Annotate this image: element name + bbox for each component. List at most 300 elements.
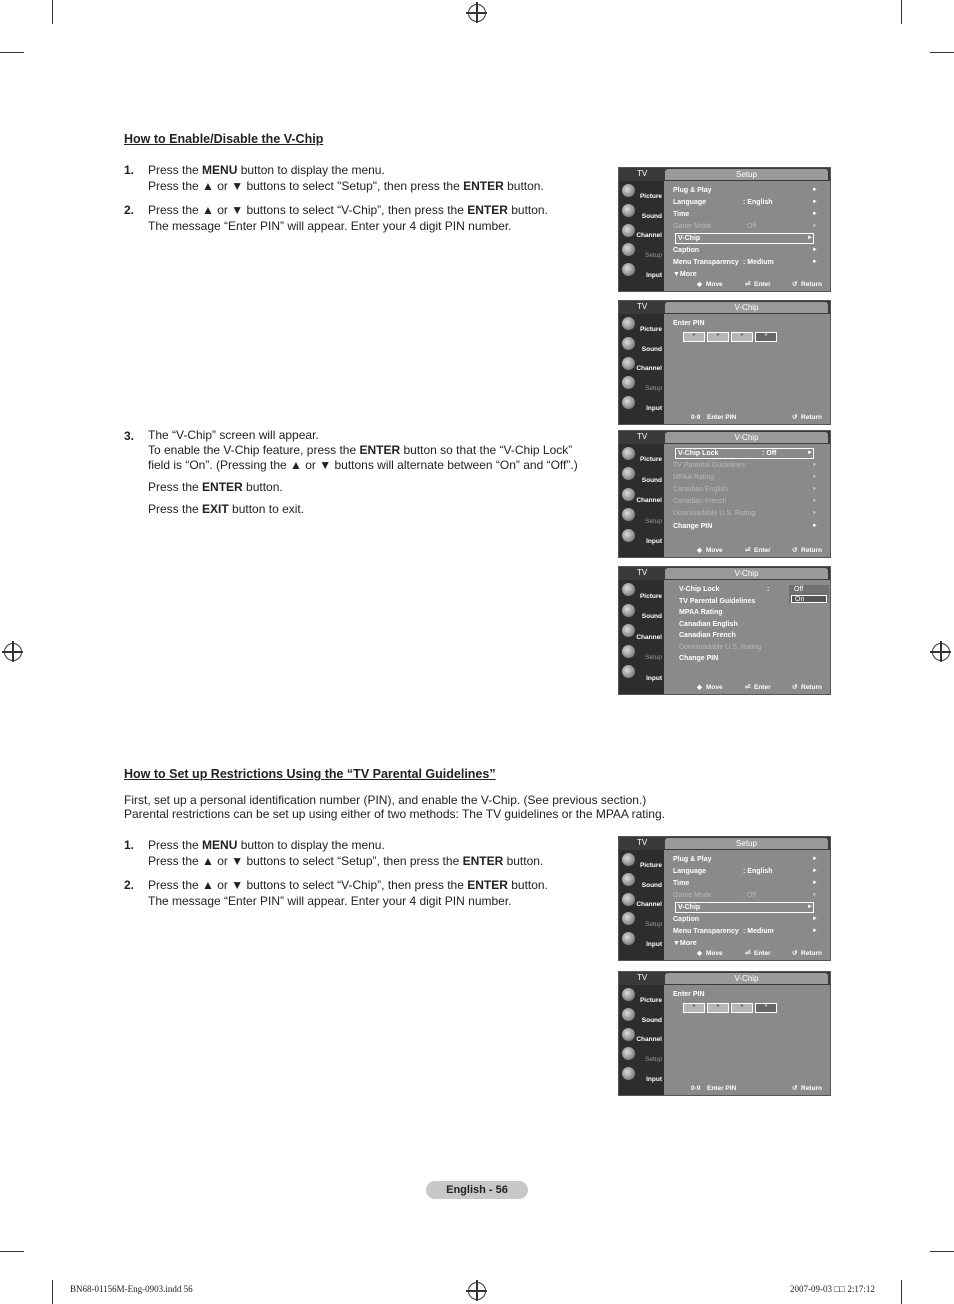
footer-enter-pin: Enter PIN (707, 414, 737, 421)
osd-item-label: Menu Transparency (673, 259, 739, 266)
osd-menu-item[interactable] (673, 185, 818, 196)
osd-title-bar (619, 567, 830, 580)
picture-icon (622, 988, 635, 1001)
sound-icon (622, 467, 635, 480)
osd-tv-label: TV (637, 568, 648, 577)
osd-menu-item[interactable] (673, 496, 818, 507)
osd-sidebar-item[interactable] (619, 891, 664, 911)
enter-icon: ⏎ (745, 281, 751, 288)
arrow-right-icon: ► (812, 892, 818, 898)
step-text: Press the ▲ or ▼ buttons to select “Setup”, then press the ENTER button. (148, 854, 544, 868)
crop-mark (52, 0, 53, 24)
osd-menu-title: Setup (665, 169, 828, 180)
osd-content (665, 182, 828, 279)
input-icon (622, 529, 635, 542)
osd-sidebar-label: Sound (641, 476, 662, 484)
osd-footer (665, 948, 828, 960)
osd-footer (665, 682, 828, 694)
osd-tv-label: TV (637, 432, 648, 441)
osd-sidebar-item[interactable] (619, 335, 664, 355)
osd-dropdown-popup[interactable] (789, 585, 829, 603)
osd-sidebar-item[interactable] (619, 986, 664, 1006)
osd-menu-item[interactable] (679, 607, 818, 618)
arrow-right-icon: ► (812, 462, 818, 468)
osd-sidebar-label: Picture (639, 325, 662, 333)
osd-content (665, 986, 828, 1083)
osd-menu-item[interactable] (673, 508, 818, 519)
input-icon (622, 932, 635, 945)
osd-sidebar-item[interactable] (619, 445, 664, 465)
picture-icon (622, 317, 635, 330)
osd-sidebar (619, 580, 664, 694)
osd-sidebar-label: Sound (641, 1016, 662, 1024)
osd-footer (665, 545, 828, 557)
osd-setup-menu (618, 836, 831, 961)
osd-sidebar-item[interactable] (619, 581, 664, 602)
osd-footer (665, 1083, 828, 1095)
osd-title-bar (619, 431, 830, 444)
crop-mark (930, 52, 954, 53)
osd-menu-item[interactable] (673, 484, 818, 495)
pin-digit-box[interactable]: * (755, 332, 777, 342)
step-text: Press the EXIT button to exit. (148, 502, 305, 516)
return-icon: ↺ (792, 684, 798, 691)
osd-sidebar-label: Input (646, 404, 662, 412)
footer-return[interactable]: Return (801, 547, 822, 554)
osd-sidebar (619, 181, 664, 291)
arrow-right-icon: ► (807, 235, 813, 241)
osd-item-label: Canadian French (679, 632, 736, 639)
osd-item-label: Language (673, 199, 707, 206)
picture-icon (622, 447, 635, 460)
osd-menu-item[interactable] (673, 914, 818, 925)
footer-file-info: BN68-01156M-Eng-0903.indd 56 (70, 1284, 193, 1294)
footer-move[interactable]: Move (706, 950, 723, 957)
footer-move[interactable]: Move (706, 684, 723, 691)
osd-sidebar-label: Picture (639, 861, 662, 869)
enter-icon: ⏎ (745, 547, 751, 554)
osd-item-label: Canadian English (679, 620, 738, 628)
arrow-right-icon: ► (812, 880, 818, 886)
arrow-right-icon: ► (812, 523, 818, 529)
osd-sidebar (619, 314, 664, 424)
arrow-right-icon: ► (812, 498, 818, 504)
osd-sidebar-item[interactable] (619, 486, 664, 506)
osd-menu-item[interactable] (673, 221, 818, 232)
arrow-right-icon: ► (807, 450, 813, 456)
osd-sidebar (619, 850, 664, 960)
osd-sidebar-label: Sound (641, 345, 662, 353)
enter-icon: ⏎ (745, 684, 751, 691)
osd-sidebar-item[interactable] (619, 374, 664, 394)
arrow-right-icon: ► (812, 474, 818, 480)
step-text: field is “On”. (Pressing the ▲ or ▼ buttons will alternate between “On” and “Off”.) (148, 458, 578, 472)
intro-paragraph (124, 793, 684, 821)
osd-sidebar-label: Channel (636, 1036, 662, 1044)
osd-sidebar-item[interactable] (619, 622, 664, 643)
osd-item-label: Canadian French (673, 498, 727, 505)
osd-menu-item[interactable] (673, 878, 818, 889)
osd-menu-title: V-Chip (665, 432, 828, 443)
footer-enter[interactable]: Enter (754, 547, 771, 554)
osd-sidebar-label: Picture (639, 592, 662, 600)
osd-sidebar-item[interactable] (619, 1026, 664, 1046)
sound-icon (622, 1008, 635, 1021)
osd-sidebar-item[interactable] (619, 261, 664, 281)
osd-item-label: Canadian English (673, 486, 728, 493)
osd-item-label: Time (673, 211, 690, 218)
osd-sidebar-item[interactable] (619, 643, 664, 664)
osd-item-value: : Off (762, 450, 777, 457)
osd-menu-item[interactable] (673, 257, 818, 268)
osd-item-value: : English (743, 868, 773, 875)
input-icon (622, 665, 635, 678)
osd-sidebar-label: Sound (641, 613, 662, 621)
osd-tv-label: TV (637, 302, 648, 311)
arrow-right-icon: ► (812, 223, 818, 229)
osd-enter-pin (618, 971, 831, 1096)
osd-item-label: Language (673, 868, 707, 875)
osd-item-value: : Medium (743, 259, 774, 266)
osd-title-bar (619, 168, 830, 181)
osd-sidebar-label: Setup (645, 921, 662, 929)
osd-sidebar-item[interactable] (619, 602, 664, 623)
osd-sidebar-item[interactable] (619, 851, 664, 871)
osd-sidebar-item[interactable] (619, 241, 664, 261)
footer-enter-pin: Enter PIN (707, 1085, 737, 1092)
osd-menu-item[interactable] (673, 926, 818, 937)
osd-menu-item[interactable] (675, 902, 814, 913)
osd-title-bar (619, 837, 830, 850)
osd-menu-item[interactable] (673, 245, 818, 256)
osd-vchip-lock-popup (618, 566, 831, 695)
osd-item-label: Game Mode (673, 223, 712, 230)
osd-item-label: Downloadable U.S. Rating (679, 643, 762, 651)
osd-menu-item[interactable] (679, 653, 818, 664)
crop-mark (0, 52, 24, 53)
step-text: Press the MENU button to display the menu. (148, 163, 385, 177)
osd-sidebar-item[interactable] (619, 930, 664, 950)
setup-gear-icon (622, 508, 635, 521)
section-title-enable-vchip: How to Enable/Disable the V-Chip (124, 132, 324, 146)
arrow-right-icon: ► (812, 199, 818, 205)
osd-item-label: TV Parental Guidelines (673, 462, 745, 469)
step-number: 2. (124, 878, 135, 892)
footer-enter[interactable]: Enter (754, 950, 771, 957)
step-text: Press the MENU button to display the menu. (148, 838, 385, 852)
osd-sidebar-label: Channel (636, 232, 662, 240)
setup-gear-icon (622, 376, 635, 389)
osd-sidebar-label: Sound (641, 881, 662, 889)
footer-return[interactable]: Return (801, 414, 822, 421)
osd-sidebar-label: Picture (639, 456, 662, 464)
step-number: 1. (124, 163, 135, 177)
arrow-right-icon: ► (807, 904, 813, 910)
sound-icon (622, 604, 635, 617)
osd-sidebar-label: Setup (645, 385, 662, 393)
osd-menu-item[interactable] (673, 197, 818, 208)
osd-sidebar-label: Setup (645, 517, 662, 525)
pin-digit-box[interactable]: * (731, 1003, 753, 1013)
arrow-right-icon: ► (812, 486, 818, 492)
osd-menu-item[interactable] (673, 866, 818, 877)
osd-item-label: ▼More (673, 271, 697, 278)
arrow-right-icon: ► (812, 247, 818, 253)
osd-content (665, 581, 828, 682)
osd-sidebar-label: Input (646, 674, 662, 682)
step-text: The “V-Chip” screen will appear. (148, 428, 319, 442)
osd-menu-item[interactable] (679, 630, 818, 641)
osd-sidebar-item[interactable] (619, 315, 664, 335)
option-off[interactable]: Off (794, 586, 804, 593)
return-icon: ↺ (792, 950, 798, 957)
registration-mark-icon (932, 643, 950, 661)
move-arrows-icon: ◆ (697, 950, 702, 957)
arrow-right-icon: ► (812, 928, 818, 934)
osd-item-label: Change PIN (673, 523, 713, 530)
osd-item-label: V-Chip Lock (678, 450, 719, 457)
osd-item-label: Caption (673, 916, 700, 923)
channel-icon (622, 488, 635, 501)
osd-sidebar-item[interactable] (619, 527, 664, 547)
move-arrows-icon: ◆ (697, 547, 702, 554)
enter-pin-label: Enter PIN (673, 991, 705, 998)
registration-mark-icon (4, 643, 22, 661)
osd-menu-item[interactable] (673, 209, 818, 220)
footer-return[interactable]: Return (801, 281, 822, 288)
osd-item-label: Time (673, 880, 690, 887)
osd-menu-item[interactable] (673, 854, 818, 865)
osd-sidebar-label: Channel (636, 497, 662, 505)
move-arrows-icon: ◆ (697, 281, 702, 288)
intro-line: First, set up a personal identification number (PIN), and enable the V-Chip. (See previous section.) (124, 793, 647, 807)
osd-sidebar-label: Channel (636, 633, 662, 641)
picture-icon (622, 583, 635, 596)
enter-pin-label: Enter PIN (673, 320, 705, 327)
footer-return[interactable]: Return (801, 1085, 822, 1092)
osd-item-label: TV Parental Guidelines (679, 597, 756, 605)
osd-menu-item[interactable] (675, 448, 814, 459)
step-number: 3. (124, 429, 135, 443)
pin-digit-box[interactable]: * (707, 332, 729, 342)
return-icon: ↺ (792, 414, 798, 421)
osd-item-label: V-Chip Lock (679, 586, 720, 593)
input-icon (622, 1067, 635, 1080)
sound-icon (622, 204, 635, 217)
channel-icon (622, 893, 635, 906)
arrow-right-icon: ► (812, 510, 818, 516)
osd-sidebar-item[interactable] (619, 506, 664, 526)
osd-sidebar-label: Setup (645, 654, 662, 662)
number-keys-icon: 0-9 (691, 1085, 701, 1092)
osd-item-colon: : (767, 586, 770, 593)
osd-sidebar-item[interactable] (619, 910, 664, 930)
osd-sidebar-item[interactable] (619, 355, 664, 375)
osd-item-label: MPAA Rating (673, 474, 715, 481)
crop-mark (930, 1251, 954, 1252)
channel-icon (622, 357, 635, 370)
osd-sidebar-label: Setup (645, 1056, 662, 1064)
step-text: Press the ENTER button. (148, 480, 283, 494)
osd-sidebar-label: Setup (645, 252, 662, 260)
osd-item-label: Plug & Play (673, 187, 712, 194)
step-text: The message “Enter PIN” will appear. Enter your 4 digit PIN number. (148, 219, 512, 233)
osd-menu-title: V-Chip (665, 568, 828, 579)
osd-sidebar-label: Picture (639, 192, 662, 200)
step-text: The message “Enter PIN” will appear. Enter your 4 digit PIN number. (148, 894, 512, 908)
osd-item-label: ▼More (673, 940, 697, 947)
arrow-right-icon: ► (812, 916, 818, 922)
pin-digit-box[interactable]: * (731, 332, 753, 342)
osd-item-value: : English (743, 199, 773, 206)
footer-enter[interactable]: Enter (754, 281, 771, 288)
osd-menu-item[interactable] (679, 642, 818, 653)
footer-return[interactable]: Return (801, 684, 822, 691)
pin-digit-box[interactable]: * (683, 1003, 705, 1013)
osd-menu-title: Setup (665, 838, 828, 849)
osd-item-label: Caption (673, 247, 700, 254)
number-keys-icon: 0-9 (691, 414, 701, 421)
osd-sidebar-label: Channel (636, 365, 662, 373)
step-number: 2. (124, 203, 135, 217)
osd-sidebar-label: Channel (636, 901, 662, 909)
osd-sidebar-label: Sound (641, 212, 662, 220)
channel-icon (622, 224, 635, 237)
osd-content (665, 315, 828, 412)
osd-enter-pin (618, 300, 831, 425)
crop-mark (0, 1251, 24, 1252)
osd-title-bar (619, 301, 830, 314)
osd-sidebar-label: Picture (639, 996, 662, 1004)
step-text: To enable the V-Chip feature, press the ENTER button so that the “V-Chip Lock” (148, 443, 573, 457)
osd-sidebar-item[interactable] (619, 465, 664, 485)
osd-title-bar (619, 972, 830, 985)
osd-tv-label: TV (637, 838, 648, 847)
page-number-badge: English - 56 (426, 1181, 528, 1199)
step-text: Press the ▲ or ▼ buttons to select “V-Chip”, then press the ENTER button. (148, 203, 548, 217)
osd-item-label: Plug & Play (673, 856, 712, 863)
osd-setup-menu (618, 167, 831, 292)
return-icon: ↺ (792, 281, 798, 288)
registration-mark-icon (468, 4, 486, 22)
osd-footer (665, 279, 828, 291)
arrow-right-icon: ► (812, 259, 818, 265)
osd-menu-item[interactable] (679, 619, 818, 630)
picture-icon (622, 853, 635, 866)
arrow-right-icon: ► (812, 868, 818, 874)
channel-icon (622, 1028, 635, 1041)
osd-item-label: Game Mode (673, 892, 712, 899)
osd-sidebar-item[interactable] (619, 663, 664, 684)
osd-sidebar-item[interactable] (619, 871, 664, 891)
step-text: Press the ▲ or ▼ buttons to select "Setup", then press the ENTER button. (148, 179, 544, 193)
setup-gear-icon (622, 912, 635, 925)
osd-item-label: V-Chip (678, 235, 701, 242)
osd-item-label: Downloadable U.S. Rating (673, 510, 756, 517)
intro-line: Parental restrictions can be set up using either of two methods: The TV guidelines or the MPAA rating. (124, 807, 665, 821)
osd-menu-item[interactable] (673, 460, 818, 471)
setup-gear-icon (622, 1047, 635, 1060)
arrow-right-icon: ► (812, 187, 818, 193)
osd-item-label: V-Chip (678, 904, 701, 911)
pin-digit-box[interactable]: * (707, 1003, 729, 1013)
osd-sidebar-item[interactable] (619, 182, 664, 202)
step-number: 1. (124, 838, 135, 852)
osd-item-value: : Medium (743, 928, 774, 935)
setup-gear-icon (622, 645, 635, 658)
arrow-right-icon: ► (812, 856, 818, 862)
osd-sidebar (619, 444, 664, 557)
section-title-parental-guidelines: How to Set up Restrictions Using the “TV Parental Guidelines” (124, 767, 496, 781)
osd-sidebar-item[interactable] (619, 202, 664, 222)
move-arrows-icon: ◆ (697, 684, 702, 691)
osd-sidebar-label: Input (646, 940, 662, 948)
osd-sidebar-item[interactable] (619, 1006, 664, 1026)
arrow-right-icon: ► (812, 211, 818, 217)
enter-icon: ⏎ (745, 950, 751, 957)
osd-item-value: : Off (743, 892, 757, 899)
footer-enter[interactable]: Enter (754, 684, 771, 691)
crop-mark (901, 0, 902, 24)
sound-icon (622, 873, 635, 886)
return-icon: ↺ (792, 547, 798, 554)
osd-menu-title: V-Chip (665, 302, 828, 313)
osd-menu-item[interactable] (675, 233, 814, 244)
crop-mark (901, 1280, 902, 1304)
osd-menu-item[interactable] (673, 472, 818, 483)
osd-vchip-menu (618, 430, 831, 558)
footer-move[interactable]: Move (706, 547, 723, 554)
osd-item-value: : Off (743, 223, 757, 230)
step-text: Press the ▲ or ▼ buttons to select “V-Chip”, then press the ENTER button. (148, 878, 548, 892)
osd-menu-title: V-Chip (665, 973, 828, 984)
pin-digit-box[interactable]: * (755, 1003, 777, 1013)
osd-item-label: Change PIN (679, 655, 719, 662)
footer-move[interactable]: Move (706, 281, 723, 288)
input-icon (622, 396, 635, 409)
osd-sidebar-label: Input (646, 1075, 662, 1083)
picture-icon (622, 184, 635, 197)
sound-icon (622, 337, 635, 350)
setup-gear-icon (622, 243, 635, 256)
osd-footer (665, 412, 828, 424)
input-icon (622, 263, 635, 276)
osd-content (665, 445, 828, 545)
osd-item-label: Menu Transparency (673, 928, 739, 935)
osd-content (665, 851, 828, 948)
osd-tv-label: TV (637, 973, 648, 982)
osd-item-label: MPAA Rating (679, 609, 723, 616)
osd-sidebar (619, 985, 664, 1095)
registration-mark-icon (468, 1282, 486, 1300)
osd-sidebar-item[interactable] (619, 394, 664, 414)
footer-timestamp: 2007-09-03 □□ 2:17:12 (790, 1284, 875, 1294)
osd-sidebar-item[interactable] (619, 1065, 664, 1085)
osd-tv-label: TV (637, 169, 648, 178)
osd-sidebar-label: Input (646, 271, 662, 279)
osd-sidebar-item[interactable] (619, 1045, 664, 1065)
osd-menu-item[interactable] (673, 521, 818, 532)
channel-icon (622, 624, 635, 637)
pin-digit-box[interactable]: * (683, 332, 705, 342)
return-icon: ↺ (792, 1085, 798, 1092)
crop-mark (52, 1280, 53, 1304)
option-on[interactable]: On (791, 595, 827, 603)
osd-menu-item[interactable] (673, 890, 818, 901)
osd-sidebar-label: Input (646, 537, 662, 545)
osd-sidebar-item[interactable] (619, 222, 664, 242)
footer-return[interactable]: Return (801, 950, 822, 957)
